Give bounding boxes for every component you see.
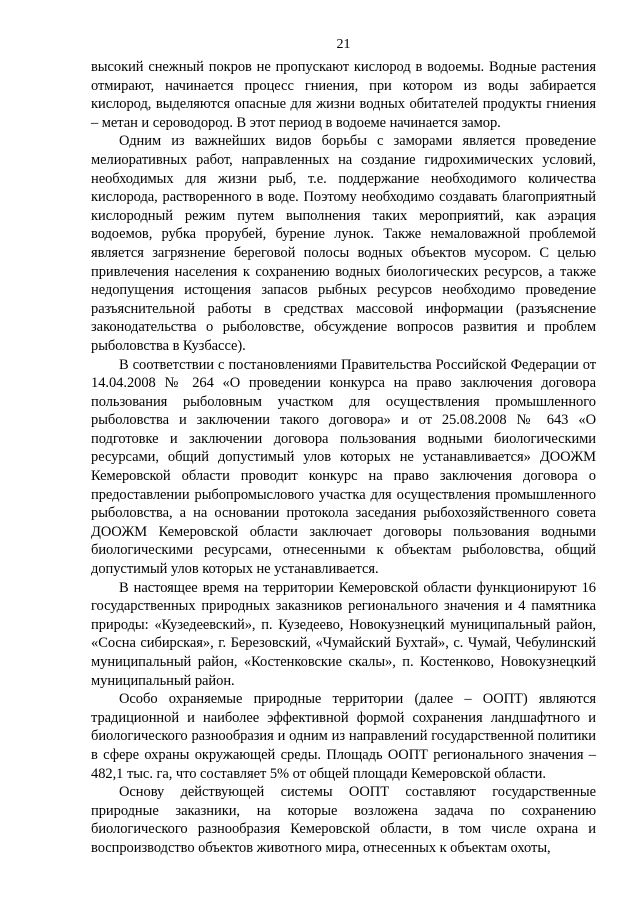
paragraph-reserves: В настоящее время на территории Кемеровской области функционируют 16 государственных природных заказников регионального значения и 4 памятника природы: «Кузедеевский», п. Кузедеево, Новокузнецкий муниципальный район, «Сосна сибирская», г. Березовский, «Чумайский Бухтай», с. Чумай, Чебулинский муниципальный район, «Костенковские скалы», п. Костенково, Новокузнецкий муниципальный район. — [91, 579, 596, 689]
paragraph-protected-areas: Особо охраняемые природные территории (далее – ООПТ) являются традиционной и наиболее эффективной формой сохранения ландшафтного и биологического разнообразия и одним из направлений государственной политики в сфере охраны окружающей среды. Площадь ООПТ регионального значения – 482,1 тыс. га, что составляет 5% от общей площади Кемеровской области. — [91, 691, 596, 782]
paragraph-oopt-system: Основу действующей системы ООПТ составляют государственные природные заказники, на которые возложена задача по сохранению биологического разнообразия Кемеровской области, в том числе охрана и воспроизводство объектов животного мира, отнесенных к объектам охоты, — [91, 784, 596, 856]
paragraph-melioration: Одним из важнейших видов борьбы с заморами является проведение мелиоративных работ, направленных на создание гидрохимических условий, необходимых для жизни рыб, т.е. поддержание необходимого количества кислорода, растворенного в воде. Поэтому необходимо создавать благоприятный кислородный режим путем выполнения таких мероприятий, как аэрация водоемов, рубка прорубей, бурение лунок. Также немаловажной проблемой является загрязнение береговой полосы водных объектов мусором. С целью привлечения населения к сохранению водных биологических ресурсов, а также недопущения истощения запасов рыбных ресурсов необходимо проведение разъяснительной работы в средствах массовой информации (разъяснение законодательства о рыболовстве, обсуждение вопросов развития и проблем рыболовства в Кузбассе). — [91, 133, 596, 354]
page-number: 21 — [336, 37, 351, 52]
paragraph-zamor-continuation: высокий снежный покров не пропускают кислород в водоемы. Водные растения отмирают, начинается процесс гниения, при котором из воды забирается кислород, выделяются опасные для жизни водных обитателей продукты гниения – метан и сероводород. В этот период в водоеме начинается замор. — [91, 59, 596, 131]
document-page — [91, 36, 596, 858]
paragraph-government-decrees: В соответствии с постановлениями Правительства Российской Федерации от 14.04.2008 № 264 «О проведении конкурса на право заключения договора пользования рыболовным участком для осуществления промышленного рыболовства и заключении такого договора» и от 25.08.2008 № 643 «О подготовке и заключении договора пользования водными биологическими ресурсами, общий допустимый улов которых не устанавливается» ДООЖМ Кемеровской области проводит конкурс на право заключения договора о предоставлении рыбопромыслового участка для осуществления промышленного рыболовства, а на основании протокола заседания рыбохозяйственного совета ДООЖМ Кемеровской области заключает договоры пользования водными биологическими ресурсами, отнесенными к объектам рыболовства, общий допустимый улов которых не устанавливается. — [91, 356, 596, 578]
